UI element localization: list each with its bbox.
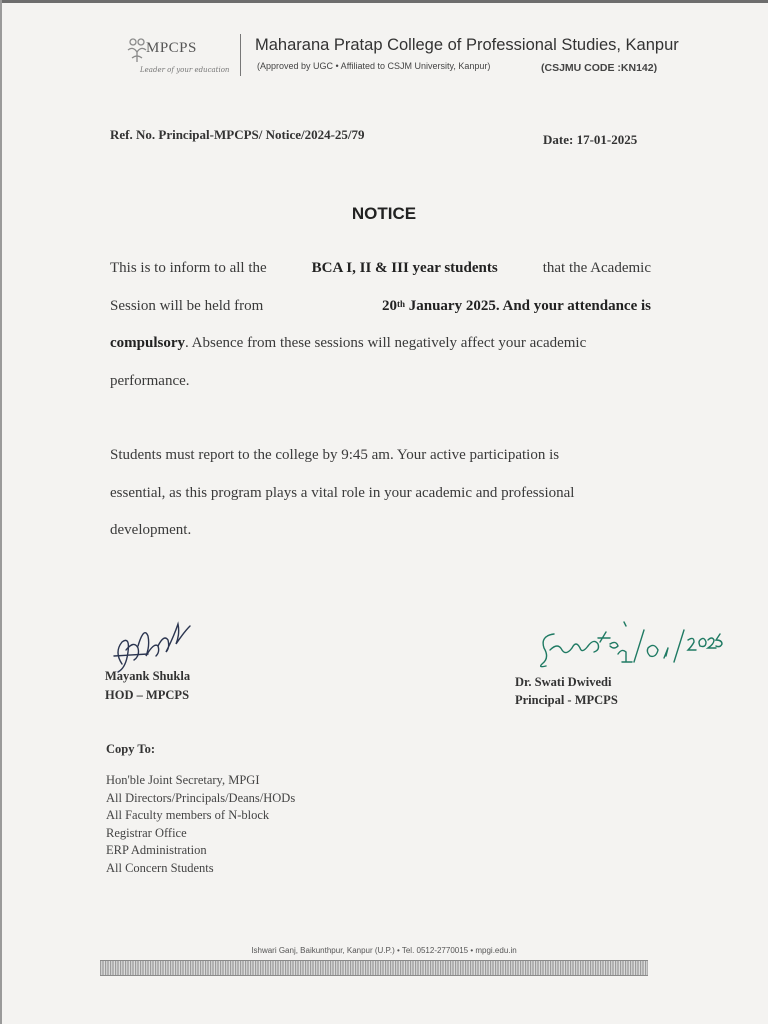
paragraph-line — [110, 519, 651, 557]
paragraph-line — [110, 332, 651, 370]
day-number: 20 — [381, 297, 397, 314]
copy-to-list — [106, 772, 295, 877]
list-item: All Faculty members of N-block — [106, 808, 270, 822]
notice-paragraph-2 — [110, 444, 651, 557]
text-span: Students must report to the college by 9:45 am. Your active participation is — [110, 447, 560, 463]
paragraph-line — [110, 482, 651, 520]
paragraph-line — [110, 257, 651, 295]
reference-number: Ref. No. Principal-MPCPS/ Notice/2024-25/79 — [110, 127, 365, 142]
approval-line: (Approved by UGC • Affiliated to CSJM University, Kanpur) — [257, 61, 491, 71]
college-logo — [118, 32, 236, 80]
college-name: Maharana Pratap College of Professional Studies, Kanpur — [255, 36, 679, 54]
hod-name: Mayank Shukla — [105, 669, 191, 683]
text-span: . Absence from these sessions will negatively affect your academic — [185, 335, 587, 351]
letterhead-divider — [240, 34, 241, 76]
text-span: that the Academic — [542, 260, 651, 276]
ordinal-suffix: th — [396, 298, 405, 309]
footer-address: Ishwari Ganj, Baikunthpur, Kanpur (U.P.) • Tel. 0512-2770015 • mpgi.edu.in — [251, 946, 517, 955]
scan-top-edge — [0, 0, 768, 3]
paragraph-line — [110, 295, 651, 333]
notice-title: NOTICE — [351, 204, 417, 223]
text-span: This is to inform to all the — [110, 260, 267, 276]
copy-to-heading: Copy To: — [106, 742, 155, 756]
list-item: All Directors/Principals/Deans/HODs — [106, 790, 296, 805]
text-span: Session will be held from — [110, 297, 264, 314]
hod-role: HOD – MPCPS — [105, 688, 190, 702]
notice-date: Date: 17-01-2025 — [543, 132, 638, 147]
highlight-date — [382, 295, 651, 333]
logo-tagline: Leader of your education — [140, 66, 230, 74]
csjmu-code: (CSJMU CODE :KN142) — [541, 62, 658, 74]
text-span: performance. — [110, 372, 190, 389]
list-item: All Concern Students — [106, 860, 214, 875]
text-span — [110, 332, 586, 370]
highlight-attendance: January 2025. And your attendance is — [408, 297, 651, 314]
logo-wordmark: MPCPS — [146, 40, 197, 56]
paragraph-line — [110, 370, 651, 408]
list-item: ERP Administration — [106, 843, 207, 857]
text-span: development. — [110, 522, 192, 538]
principal-signature — [536, 618, 726, 678]
list-item: Hon'ble Joint Secretary, MPGI — [106, 773, 260, 787]
notice-paragraph-1 — [110, 257, 651, 407]
scan-left-edge — [0, 0, 2, 1024]
paragraph-line — [110, 444, 651, 482]
footer-decorative-bar — [100, 960, 648, 976]
principal-role: Principal - MPCPS — [515, 693, 618, 707]
highlight-compulsory: compulsory — [110, 335, 185, 351]
list-item: Registrar Office — [106, 825, 187, 840]
text-span: essential, as this program plays a vital role in your academic and professional — [110, 484, 575, 501]
principal-name: Dr. Swati Dwivedi — [515, 675, 612, 689]
highlight-students: BCA I, II & III year students — [311, 260, 498, 276]
